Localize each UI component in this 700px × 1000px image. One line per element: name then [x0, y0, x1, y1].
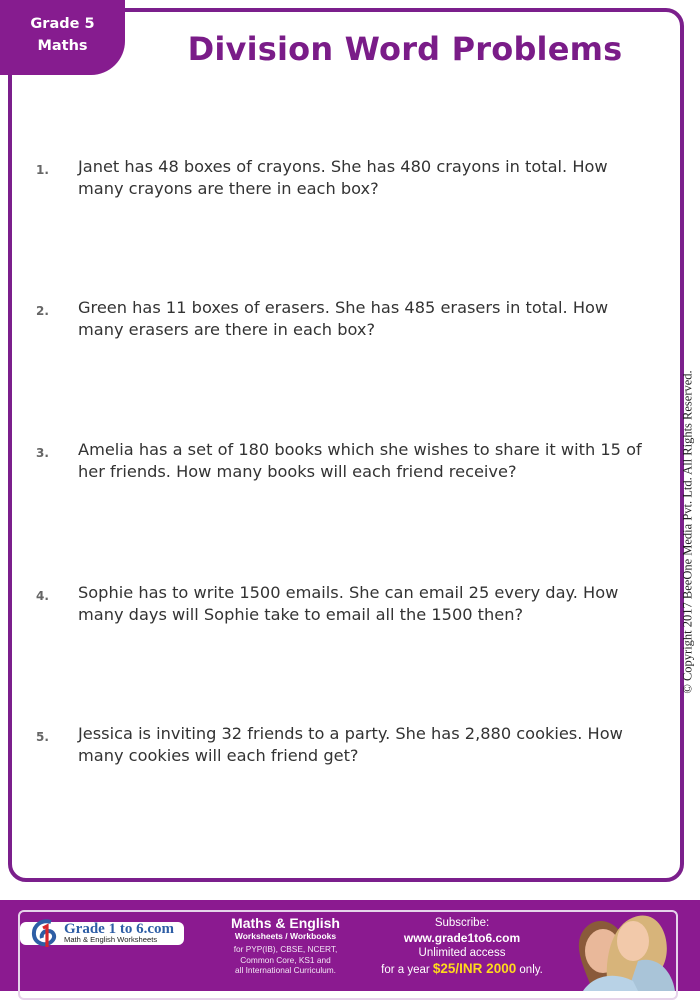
promo-subheading: Worksheets / Workbooks: [234, 931, 337, 941]
question-text: Janet has 48 boxes of crayons. She has 480 crayons in total. How many crayons are there in each box?: [78, 157, 608, 198]
price-value: $25/INR 2000: [432, 961, 517, 976]
question-number: 5.: [36, 730, 49, 744]
logo-name: Grade 1 to 6.com: [64, 921, 174, 937]
promo-line: all International Curriculum.: [235, 965, 336, 975]
price-suffix: only.: [516, 964, 543, 976]
question-text: Amelia has a set of 180 books which she wishes to share it with 15 of her friends. How many books will each friend receive?: [78, 440, 642, 481]
subject-label: Maths: [37, 38, 88, 54]
promo-heading: Maths & English: [231, 915, 340, 931]
question-text: Sophie has to write 1500 emails. She can email 25 every day. How many days will Sophie take to email all the 1500 then?: [78, 583, 619, 624]
promo-line: Common Core, KS1 and: [240, 954, 331, 965]
question-item: [36, 156, 656, 200]
subscribe-block: [362, 916, 562, 978]
site-logo[interactable]: [20, 922, 184, 945]
question-number: 2.: [36, 304, 49, 318]
question-item: [36, 439, 656, 483]
subscribe-label: Subscribe:: [434, 917, 490, 929]
copyright-notice: © Copyright 2017 BeeOne Media Pvt. Ltd. All Rights Reserved.: [680, 370, 695, 694]
family-photo: [553, 906, 679, 991]
price-prefix: for a year: [381, 964, 433, 976]
grade-logo-icon: [31, 918, 59, 948]
footer-banner: [0, 900, 700, 991]
question-item: [36, 723, 656, 767]
question-item: [36, 297, 656, 341]
question-number: 1.: [36, 163, 49, 177]
question-text: Jessica is inviting 32 friends to a party. She has 2,880 cookies. How many cookies will each friend get?: [78, 724, 623, 765]
question-number: 3.: [36, 446, 49, 460]
promo-line: for PYP(IB), CBSE, NCERT,: [233, 944, 338, 954]
price-line: [362, 961, 562, 978]
question-text: Green has 11 boxes of erasers. She has 485 erasers in total. How many erasers are there in each box?: [78, 298, 609, 339]
logo-tagline: Math & English Worksheets: [64, 935, 158, 944]
question-item: [36, 582, 656, 626]
promo-block: [218, 916, 353, 976]
question-number: 4.: [36, 589, 49, 603]
grade-label: Grade 5: [30, 16, 95, 32]
page-title: Division Word Problems: [187, 30, 623, 68]
grade-badge: [0, 0, 125, 75]
subscribe-link[interactable]: www.grade1to6.com: [403, 931, 521, 945]
access-text: Unlimited access: [418, 947, 506, 959]
